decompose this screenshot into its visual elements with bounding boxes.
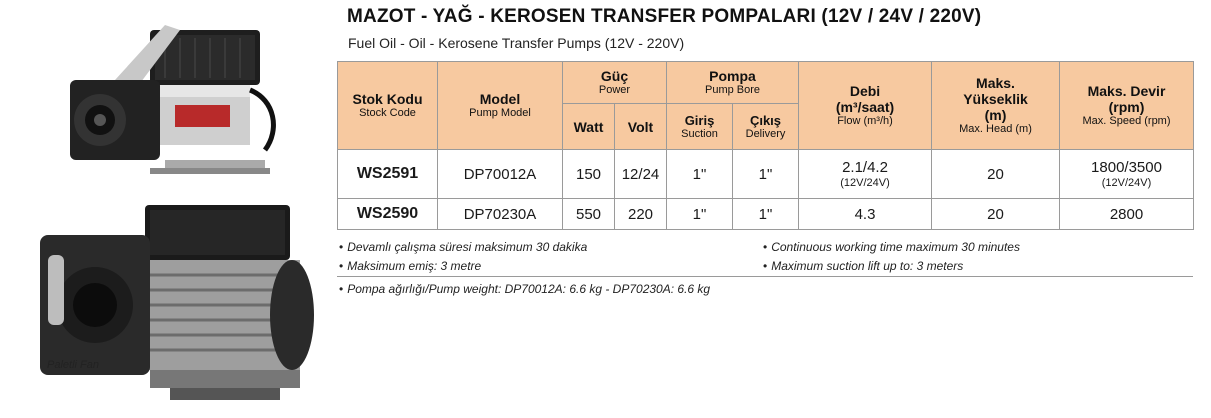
cell-code: WS2590 [338,199,438,230]
cell-suction: 1" [667,199,733,230]
page-title: MAZOT - YAĞ - KEROSEN TRANSFER POMPALARI (12V / 24V / 220V) [347,6,982,27]
divider [337,276,1193,277]
header-volt: Volt [615,104,667,150]
cell-delivery: 1" [733,199,799,230]
cell-head: 20 [932,150,1060,199]
header-power: Güç Power [563,62,667,104]
header-delivery: Çıkış Delivery [733,104,799,150]
header-watt: Watt [563,104,615,150]
note-weight: • Pompa ağırlığı/Pump weight: DP70012A: 6.6 kg - DP70230A: 6.6 kg [339,282,711,296]
cell-flow: 4.3 [799,199,932,230]
cell-volt: 220 [615,199,667,230]
table-row [338,150,1194,199]
cell-delivery: 1" [733,150,799,199]
cell-watt: 550 [563,199,615,230]
note-en-1: • Continuous working time maximum 30 minutes [763,240,1020,254]
note-en-2: • Maximum suction lift up to: 3 meters [763,259,964,273]
header-stock-code: Stok Kodu Stock Code [338,62,438,150]
pump-photo-12v [55,10,285,195]
header-suction: Giriş Suction [667,104,733,150]
pump-photo-220v [30,195,320,415]
cell-watt: 150 [563,150,615,199]
header-model: Model Pump Model [438,62,563,150]
cell-speed: 1800/3500 (12V/24V) [1060,150,1194,199]
header-pump: Pompa Pump Bore [667,62,799,104]
cell-code: WS2591 [338,150,438,199]
cell-speed: 2800 [1060,199,1194,230]
cell-flow: 2.1/4.2 (12V/24V) [799,150,932,199]
cell-volt: 12/24 [615,150,667,199]
product-photos [0,0,330,418]
cell-model: DP70012A [438,150,563,199]
header-speed: Maks. Devir (rpm) Max. Speed (rpm) [1060,62,1194,150]
cell-head: 20 [932,199,1060,230]
header-flow: Debi (m³/saat) Flow (m³/h) [799,62,932,150]
spec-table [337,61,1194,230]
photo-caption: Paletli Fan [47,359,99,371]
table-row [338,199,1194,230]
cell-suction: 1" [667,150,733,199]
page-subtitle: Fuel Oil - Oil - Kerosene Transfer Pumps (12V - 220V) [348,35,685,51]
note-tr-1: • Devamlı çalışma süresi maksimum 30 dakika [339,240,588,254]
note-tr-2: • Maksimum emiş: 3 metre [339,259,482,273]
header-head: Maks. Yükseklik (m) Max. Head (m) [932,62,1060,150]
cell-model: DP70230A [438,199,563,230]
